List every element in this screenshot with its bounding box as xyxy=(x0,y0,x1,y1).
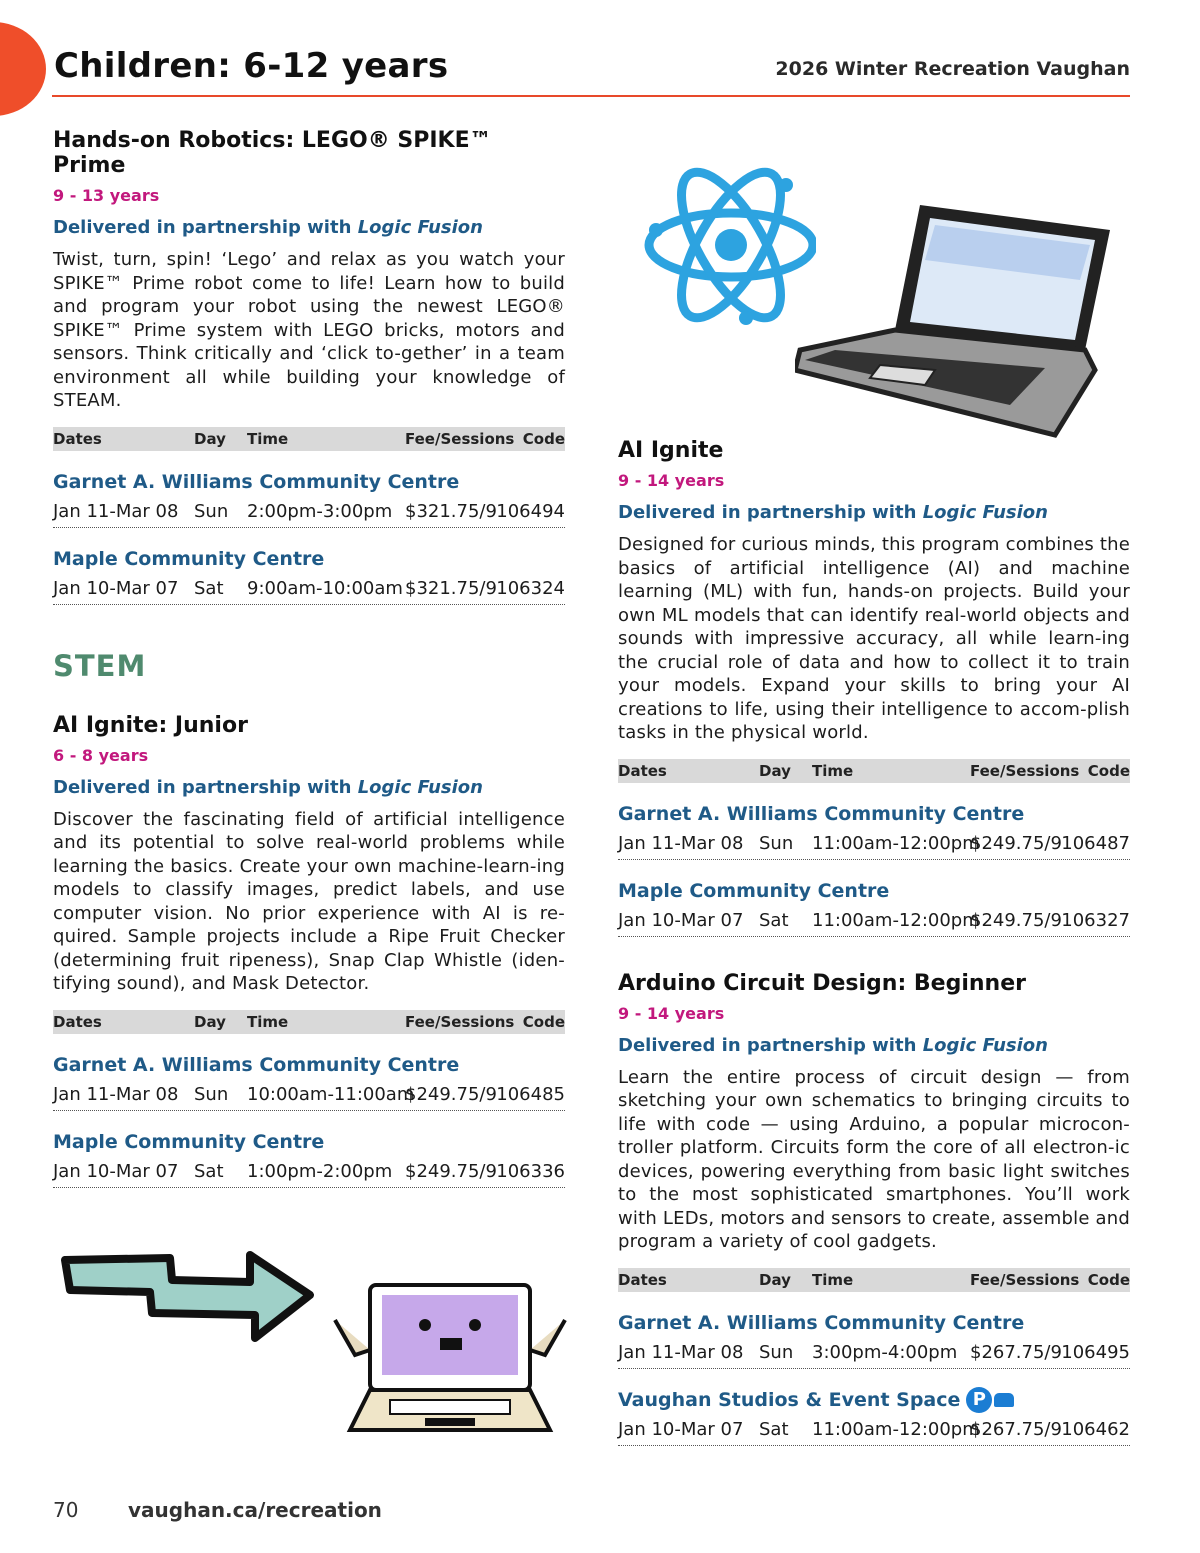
session-fee: $321.75/9 xyxy=(405,500,497,522)
header-dates: Dates xyxy=(618,761,667,780)
session-dates: Jan 10-Mar 07 xyxy=(618,909,744,931)
car-icon xyxy=(994,1393,1014,1407)
location-name: Maple Community Centre xyxy=(53,1130,325,1153)
age-range: 9 - 13 years xyxy=(53,186,160,205)
header-code: Code xyxy=(1087,761,1130,780)
stem-section-heading: STEM xyxy=(53,648,147,683)
partner-prefix: Delivered in partnership with xyxy=(618,1034,917,1056)
header-fee: Fee/Sessions xyxy=(970,761,1080,780)
age-range: 9 - 14 years xyxy=(618,1003,725,1023)
location-name: Garnet A. Williams Community Centre xyxy=(618,1311,1025,1334)
session-day: Sun xyxy=(194,1083,229,1105)
header-time: Time xyxy=(247,429,289,448)
session-time: 1:00pm-2:00pm xyxy=(247,1160,393,1182)
partner-name: Logic Fusion xyxy=(357,776,483,798)
session-fee: $249.75/9 xyxy=(970,909,1062,931)
header-time: Time xyxy=(812,761,854,780)
session-time: 11:00am-12:00pm xyxy=(812,909,980,931)
program-arduino xyxy=(618,971,1130,1446)
session-code[interactable]: 106485 xyxy=(496,1083,565,1105)
program-title: AI Ignite xyxy=(618,438,724,463)
page-title: Children: 6-12 years xyxy=(54,46,449,86)
program-robotics xyxy=(53,128,565,605)
partner-line xyxy=(53,217,565,238)
session-code[interactable]: 106494 xyxy=(496,500,565,522)
session-code[interactable]: 106495 xyxy=(1061,1341,1130,1363)
header-dates: Dates xyxy=(53,429,102,448)
session-time: 10:00am-11:00am xyxy=(247,1083,415,1105)
session-day: Sun xyxy=(194,500,229,522)
session-time: 9:00am-10:00am xyxy=(247,577,403,599)
header-divider xyxy=(52,95,1130,97)
header-dates: Dates xyxy=(53,1012,102,1031)
program-description: Designed for curious minds, this program combines the basics of artificial intelligence (AI) and machine learning (ML) with fun, hands-on projects. Build your own ML models that can identify real-world objects and sounds with impressive accuracy, all while learn-ing the crucial role of data and how to collect it to train your models. Expand your skills to bring your AI creations to life, using their intelligence to accom-plish tasks in the physical world. xyxy=(618,534,1130,743)
session-day: Sun xyxy=(759,832,794,854)
session-time: 11:00am-12:00pm xyxy=(812,832,980,854)
session-fee: $249.75/9 xyxy=(405,1160,497,1182)
header-code: Code xyxy=(1087,1270,1130,1289)
section-tab-marker xyxy=(0,22,46,116)
session-dates: Jan 11-Mar 08 xyxy=(53,1083,179,1105)
header-day: Day xyxy=(759,761,791,780)
robot-laptop-icon xyxy=(330,1280,570,1440)
location-name: Garnet A. Williams Community Centre xyxy=(618,802,1025,825)
program-description: Learn the entire process of circuit design — from sketching your own schematics to bringing circuits to life with code — using Arduino, a popular microcon-troller platform. Circuits form the core of all electron-ic devices, powering everything from basic light switches to the most sophisticated smartphones. You’ll work with LEDs, motors and sensors to create, assemble and program a variety of cool gadgets. xyxy=(618,1066,1130,1252)
session-fee: $267.75/9 xyxy=(970,1418,1062,1440)
header-fee: Fee/Sessions xyxy=(405,1012,515,1031)
session-dates: Jan 10-Mar 07 xyxy=(618,1418,744,1440)
header-day: Day xyxy=(759,1270,791,1289)
partner-line xyxy=(618,502,1130,523)
header-day: Day xyxy=(194,1012,226,1031)
atom-icon xyxy=(636,160,816,330)
header-code: Code xyxy=(522,429,565,448)
partner-prefix: Delivered in partnership with xyxy=(53,217,352,238)
session-row xyxy=(618,1338,1130,1369)
session-fee: $267.75/9 xyxy=(970,1341,1062,1363)
session-day: Sat xyxy=(194,1160,224,1182)
session-row xyxy=(53,1157,565,1188)
schedule-header xyxy=(618,1268,1130,1292)
location-name: Maple Community Centre xyxy=(53,547,325,570)
location-name: Garnet A. Williams Community Centre xyxy=(53,470,460,493)
program-description: Twist, turn, spin! ‘Lego’ and relax as you watch your SPIKE™ Prime robot come to life! Learn how to build and program your robot using the newest LEGO® SPIKE™ Prime system with LEGO bricks, motors and sensors. Think critically and ‘click to-gether’ in a team environment all while building your knowledge of STEAM. xyxy=(53,249,565,411)
session-dates: Jan 10-Mar 07 xyxy=(53,1160,179,1182)
age-range: 6 - 8 years xyxy=(53,745,149,765)
schedule-header xyxy=(53,1010,565,1034)
left-column xyxy=(53,128,565,1188)
session-code[interactable]: 106336 xyxy=(496,1160,565,1182)
program-title: Arduino Circuit Design: Beginner xyxy=(618,970,1026,996)
session-dates: Jan 11-Mar 08 xyxy=(618,1341,744,1363)
header-day: Day xyxy=(194,429,226,448)
header-time: Time xyxy=(812,1270,854,1289)
header-dates: Dates xyxy=(618,1270,667,1289)
session-code[interactable]: 106462 xyxy=(1061,1418,1130,1440)
session-time: 3:00pm-4:00pm xyxy=(812,1341,958,1363)
session-row xyxy=(618,829,1130,860)
partner-line xyxy=(618,1035,1130,1056)
session-code[interactable]: 106487 xyxy=(1061,832,1130,854)
program-title: Hands-on Robotics: LEGO® SPIKE™ Prime xyxy=(53,128,492,178)
session-row xyxy=(53,574,565,605)
session-day: Sat xyxy=(194,577,224,599)
parking-icon: P xyxy=(966,1387,992,1413)
location-name: Vaughan Studios & Event Space P xyxy=(618,1387,1130,1413)
session-day: Sat xyxy=(759,1418,789,1440)
session-fee: $249.75/9 xyxy=(405,1083,497,1105)
session-row xyxy=(53,1080,565,1111)
partner-name: Logic Fusion xyxy=(922,1034,1048,1056)
location-name: Garnet A. Williams Community Centre xyxy=(53,1053,460,1076)
publication-title: 2026 Winter Recreation Vaughan xyxy=(775,58,1130,80)
session-code[interactable]: 106327 xyxy=(1061,909,1130,931)
session-time: 11:00am-12:00pm xyxy=(812,1418,980,1440)
program-description: Discover the fascinating field of artificial intelligence and its potential to solve real-world problems while learning the basics. Create your own machine-learn-ing models to classify images, predict labels, and use computer vision. No prior experience with AI is re-quired. Sample projects include a Ripe Fruit Checker (determining fruit ripeness), Snap Clap Whistle (iden-tifying sound), and Mask Detector. xyxy=(53,808,565,994)
session-row xyxy=(618,906,1130,937)
location-name: Maple Community Centre xyxy=(618,879,890,902)
session-code[interactable]: 106324 xyxy=(496,577,565,599)
schedule-header xyxy=(618,759,1130,783)
session-dates: Jan 11-Mar 08 xyxy=(618,832,744,854)
schedule-header xyxy=(53,427,565,451)
partner-prefix: Delivered in partnership with xyxy=(618,502,917,523)
session-row xyxy=(618,1415,1130,1446)
header-fee: Fee/Sessions xyxy=(405,429,515,448)
session-dates: Jan 10-Mar 07 xyxy=(53,577,179,599)
session-dates: Jan 11-Mar 08 xyxy=(53,500,179,522)
header-time: Time xyxy=(247,1012,289,1031)
session-fee: $321.75/9 xyxy=(405,577,497,599)
program-title: AI Ignite: Junior xyxy=(53,712,248,738)
session-day: Sat xyxy=(759,909,789,931)
header-code: Code xyxy=(522,1012,565,1031)
header-fee: Fee/Sessions xyxy=(970,1270,1080,1289)
right-column xyxy=(618,438,1130,1446)
laptop-icon xyxy=(795,200,1115,440)
session-fee: $249.75/9 xyxy=(970,832,1062,854)
page-number: 70 xyxy=(53,1498,79,1522)
arrow-icon xyxy=(60,1250,320,1345)
partner-prefix: Delivered in partnership with xyxy=(53,776,352,798)
footer-url[interactable]: vaughan.ca/recreation xyxy=(128,1498,382,1522)
partner-line xyxy=(53,777,565,798)
partner-name: Logic Fusion xyxy=(357,217,483,238)
session-row xyxy=(53,497,565,528)
session-day: Sun xyxy=(759,1341,794,1363)
session-time: 2:00pm-3:00pm xyxy=(247,500,393,522)
program-ai-ignite xyxy=(618,438,1130,937)
program-ai-junior xyxy=(53,713,565,1188)
partner-name: Logic Fusion xyxy=(922,502,1048,523)
age-range: 9 - 14 years xyxy=(618,471,725,490)
